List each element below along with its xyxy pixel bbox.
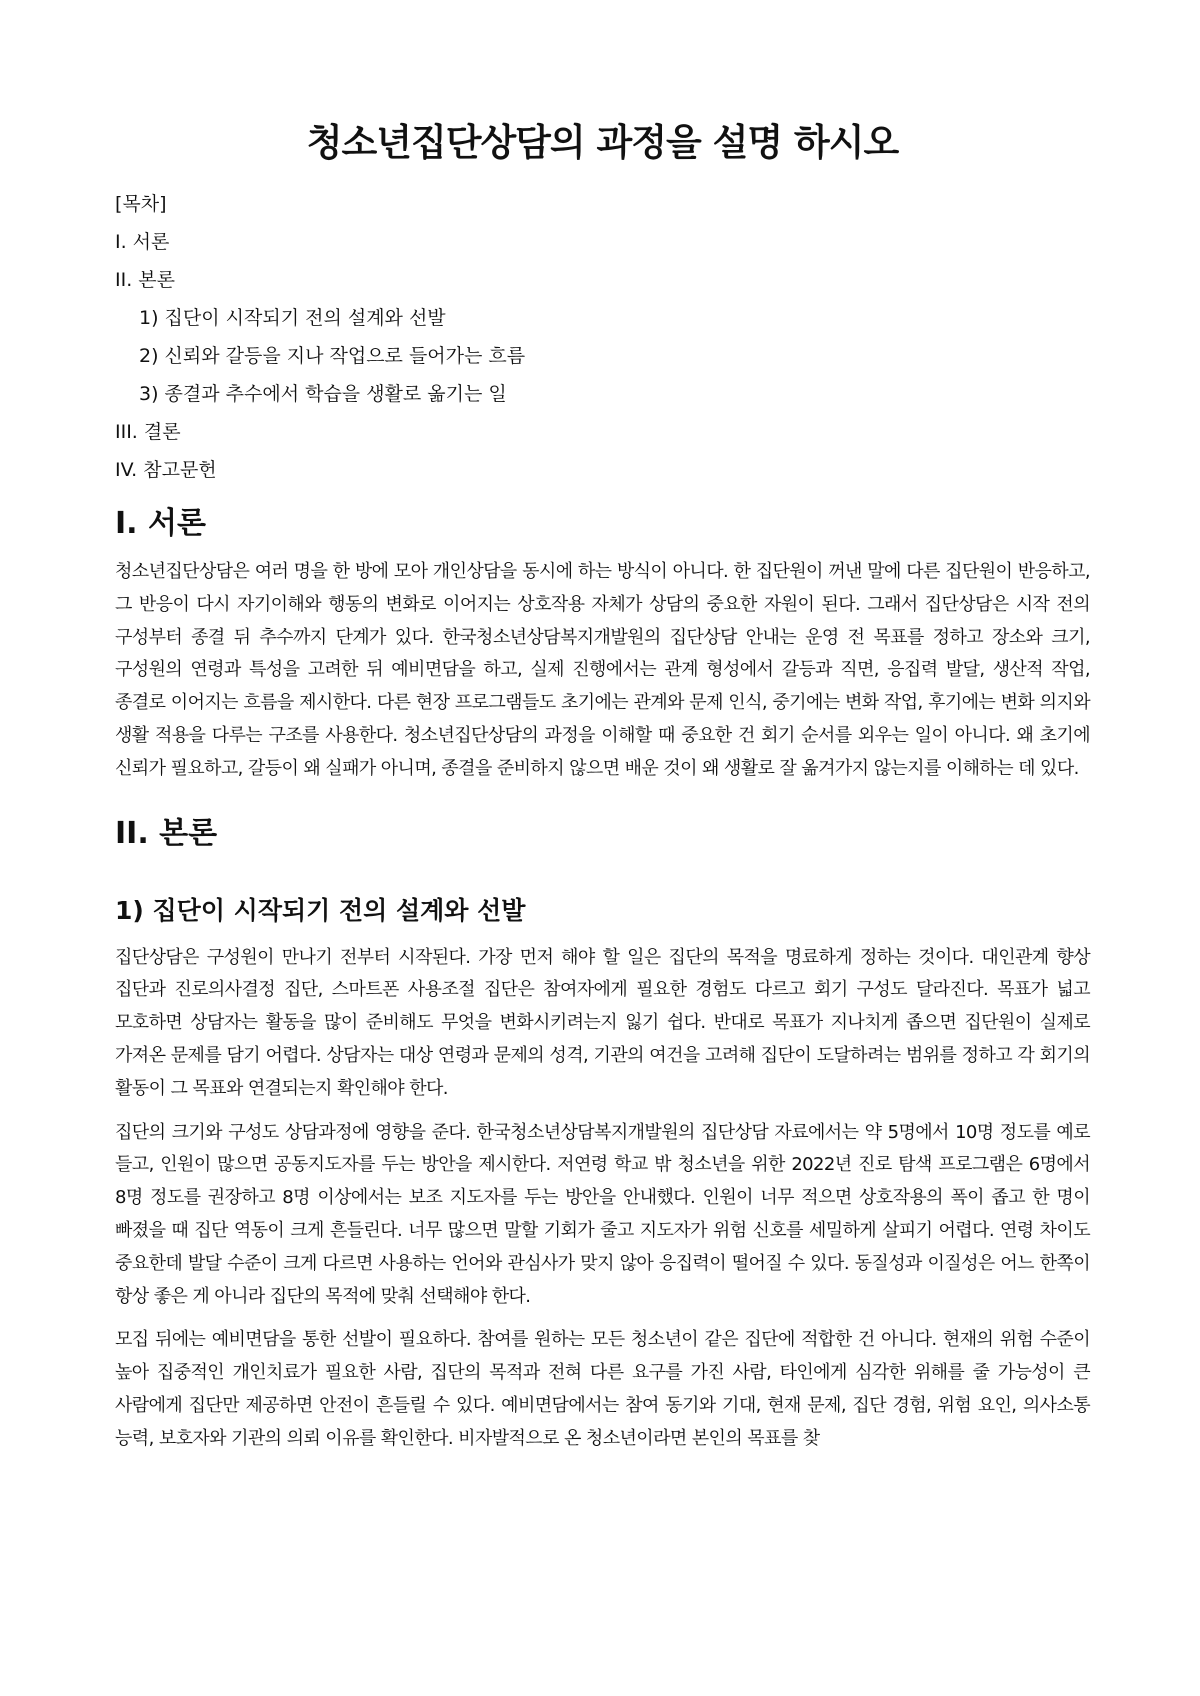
table-of-contents — [115, 190, 1090, 484]
toc-label: [목차] — [115, 193, 167, 215]
subsection-heading: 1) 집단이 시작되기 전의 설계와 선발 — [115, 895, 526, 925]
section-heading-intro: I. 서론 — [115, 506, 206, 541]
section-heading-body: II. 본론 — [115, 815, 218, 851]
toc-item: II. 본론 — [115, 269, 175, 291]
toc-subitem: 3) 종결과 추수에서 학습을 생활로 옮기는 일 — [139, 383, 507, 405]
toc-subitem: 1) 집단이 시작되기 전의 설계와 선발 — [139, 307, 446, 329]
toc-item: IV. 참고문헌 — [115, 459, 217, 481]
document-page — [115, 0, 1090, 1456]
toc-item: I. 서론 — [115, 231, 170, 253]
body-paragraph: 모집 뒤에는 예비면담을 통한 선발이 필요하다. 참여를 원하는 모든 청소년이 같은 집단에 적합한 건 아니다. 현재의 위험 수준이 높아 집중적인 개인치료가 필요한 사람, 집단의 목적과 전혀 다른 요구를 가진 사람, 타인에게 심각한 위해를 줄 가능성이 큰 사람에게 집단만 제공하면 안전이 흔들릴 수 있다. 예비면담에서는 참여 동기와 기대, 현재 문제, 집단 경험, 위험 요인, 의사소통 능력, 보호자와 기관의 의뢰 이유를 확인한다. 비자발적으로 온 청소년이라면 본인의 목표를 찾 — [115, 1329, 1090, 1449]
body-paragraph: 집단의 크기와 구성도 상담과정에 영향을 준다. 한국청소년상담복지개발원의 집단상담 자료에서는 약 5명에서 10명 정도를 예로 들고, 인원이 많으면 공동지도자를 두는 방안을 제시한다. 저연령 학교 밖 청소년을 위한 2022년 진로 탐색 프로그램은 6명에서 8명 정도를 권장하고 8명 이상에서는 보조 지도자를 두는 방안을 안내했다. 인원이 너무 적으면 상호작용의 폭이 좁고 한 명이 빠졌을 때 집단 역동이 크게 흔들린다. 너무 많으면 말할 기회가 줄고 지도자가 위험 신호를 세밀하게 살피기 어렵다. 연령 차이도 중요한데 발달 수준이 크게 다르면 사용하는 언어와 관심사가 맞지 않아 응집력이 떨어질 수 있다. 동질성과 이질성은 어느 한쪽이 항상 좋은 게 아니라 집단의 목적에 맞춰 선택해야 한다. — [115, 1121, 1090, 1307]
page-title: 청소년집단상담의 과정을 설명 하시오 — [306, 121, 899, 164]
toc-item: III. 결론 — [115, 421, 181, 443]
toc-subitem: 2) 신뢰와 갈등을 지나 작업으로 들어가는 흐름 — [139, 345, 526, 367]
intro-paragraph: 청소년집단상담은 여러 명을 한 방에 모아 개인상담을 동시에 하는 방식이 아니다. 한 집단원이 꺼낸 말에 다른 집단원이 반응하고, 그 반응이 다시 자기이해와 행동의 변화로 이어지는 상호작용 자체가 상담의 중요한 자원이 된다. 그래서 집단상담은 시작 전의 구성부터 종결 뒤 추수까지 단계가 있다. 한국청소년상담복지개발원의 집단상담 안내는 운영 전 목표를 정하고 장소와 크기, 구성원의 연령과 특성을 고려한 뒤 예비면담을 하고, 실제 진행에서는 관계 형성에서 갈등과 직면, 응집력 발달, 생산적 작업, 종결로 이어지는 흐름을 제시한다. 다른 현장 프로그램들도 초기에는 관계와 문제 인식, 중기에는 변화 작업, 후기에는 변화 의지와 생활 적용을 다루는 구조를 사용한다. 청소년집단상담의 과정을 이해할 때 중요한 건 회기 순서를 외우는 일이 아니다. 왜 초기에 신뢰가 필요하고, 갈등이 왜 실패가 아니며, 종결을 준비하지 않으면 배운 것이 왜 생활로 잘 옮겨가지 않는지를 이해하는 데 있다. — [115, 561, 1090, 779]
body-paragraph: 집단상담은 구성원이 만나기 전부터 시작된다. 가장 먼저 해야 할 일은 집단의 목적을 명료하게 정하는 것이다. 대인관계 향상 집단과 진로의사결정 집단, 스마트폰 사용조절 집단은 참여자에게 필요한 경험도 다르고 회기 구성도 달라진다. 목표가 넓고 모호하면 상담자는 활동을 많이 준비해도 무엇을 변화시키려는지 잃기 쉽다. 반대로 목표가 지나치게 좁으면 집단원이 실제로 가져온 문제를 담기 어렵다. 상담자는 대상 연령과 문제의 성격, 기관의 여건을 고려해 집단이 도달하려는 범위를 정하고 각 회기의 활동이 그 목표와 연결되는지 확인해야 한다. — [115, 946, 1090, 1099]
